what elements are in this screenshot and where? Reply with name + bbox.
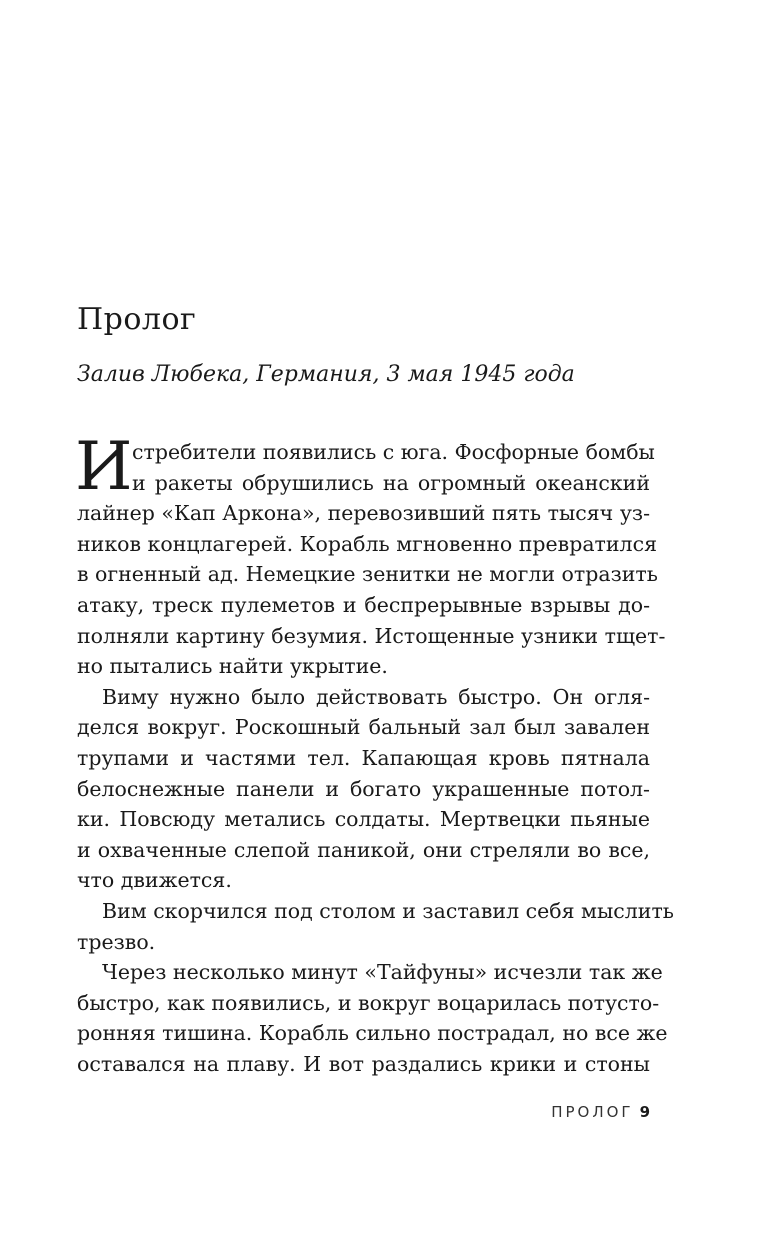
text-line: трупами и частями тел. Капающая кровь пятнала <box>77 745 650 770</box>
text-line: белоснежные панели и богато украшенные потол- <box>77 776 650 801</box>
text-line: трезво. <box>77 929 156 954</box>
text-line: Через несколько минут «Тайфуны» исчезли так же <box>102 960 663 985</box>
page-number: 9 <box>639 1103 650 1121</box>
text-line: в огненный ад. Немецкие зенитки не могли отразить <box>77 562 658 587</box>
text-line: лайнер «Кап Аркона», перевозивший пять тысяч уз- <box>77 501 650 526</box>
text-line: Вим скорчился под столом и заставил себя мыслить <box>102 898 674 923</box>
text-line: делся вокруг. Роскошный бальный зал был завален <box>77 715 650 740</box>
text-line: ников концлагерей. Корабль мгновенно превратился <box>77 531 657 556</box>
drop-cap: И <box>75 428 133 505</box>
page-footer <box>551 1103 650 1121</box>
body-text <box>75 428 674 1079</box>
text-line: но пытались найти укрытие. <box>77 654 388 679</box>
text-line: стребители появились с юга. Фосфорные бомбы <box>132 440 655 464</box>
text-line: атаку, треск пулеметов и беспрерывные взрывы до- <box>77 592 650 617</box>
text-line: что движется. <box>77 868 232 893</box>
text-line: и охваченные слепой паникой, они стреляли во все, <box>77 837 650 862</box>
chapter-title: Пролог <box>77 302 197 337</box>
text-line: Виму нужно было действовать быстро. Он огля- <box>102 684 650 709</box>
chapter-subtitle: Залив Любека, Германия, 3 мая 1945 года <box>77 362 575 387</box>
text-line: и ракеты обрушились на огромный океанский <box>132 470 650 495</box>
text-line: ронняя тишина. Корабль сильно пострадал, но все же <box>77 1021 668 1046</box>
text-line: полняли картину безумия. Истощенные узники тщет- <box>77 623 666 648</box>
running-head: ПРОЛОГ <box>551 1103 634 1121</box>
text-line: оставался на плаву. И вот раздались крики и стоны <box>77 1051 650 1076</box>
text-line: быстро, как появились, и вокруг воцарилась потусто- <box>77 990 660 1015</box>
text-line: ки. Повсюду метались солдаты. Мертвецки пьяные <box>77 807 650 832</box>
